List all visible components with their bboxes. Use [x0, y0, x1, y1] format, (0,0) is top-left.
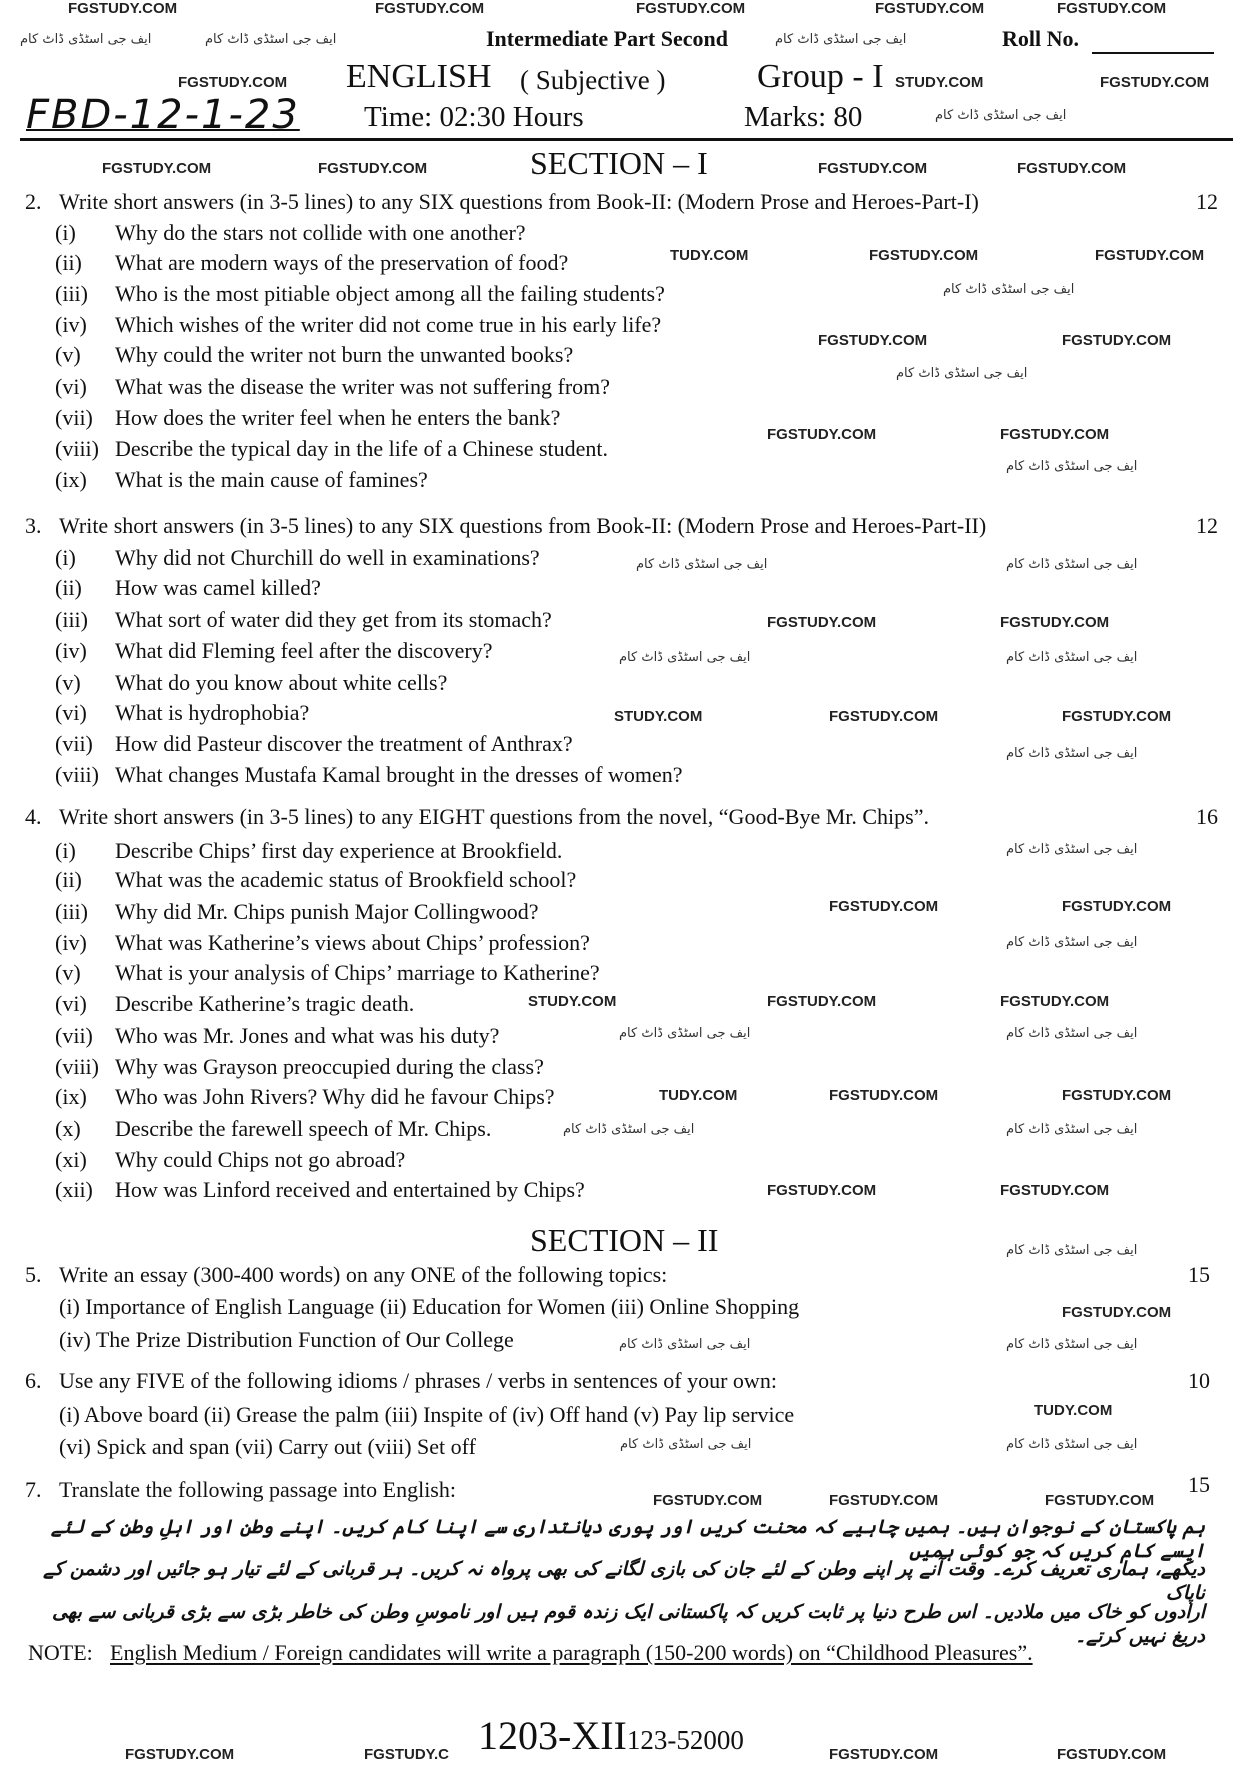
- watermark: STUDY.COM: [528, 993, 617, 1010]
- watermark: FGSTUDY.COM: [818, 332, 928, 349]
- watermark: FGSTUDY.COM: [1062, 708, 1172, 725]
- watermark: FGSTUDY.COM: [875, 0, 985, 17]
- watermark: ایف جی اسٹڈی ڈاٹ کام: [620, 1437, 752, 1452]
- watermark: ایف جی اسٹڈی ڈاٹ کام: [1006, 650, 1138, 665]
- sub-question-number: (v): [55, 670, 81, 695]
- sub-question-number: (iii): [55, 281, 88, 306]
- question-number: 4.: [25, 804, 42, 829]
- sub-question-text: Why could the writer not burn the unwanted books?: [115, 342, 574, 367]
- watermark: STUDY.COM: [895, 74, 984, 91]
- sub-question-number: (iv): [55, 312, 87, 337]
- watermark: FGSTUDY.COM: [178, 74, 288, 91]
- sub-question-text: What was Katherine’s views about Chips’ profession?: [115, 930, 590, 955]
- sub-question-number: (viii): [55, 436, 99, 461]
- watermark: STUDY.COM: [614, 708, 703, 725]
- sub-question-text: Describe the typical day in the life of a Chinese student.: [115, 436, 609, 461]
- sub-question-number: (x): [55, 1116, 81, 1141]
- watermark: TUDY.COM: [670, 247, 749, 264]
- watermark: FGSTUDY.COM: [818, 160, 928, 177]
- watermark: TUDY.COM: [1034, 1402, 1113, 1419]
- sub-question-number: (iv): [55, 638, 87, 663]
- watermark: FGSTUDY.COM: [653, 1492, 763, 1509]
- sub-question-text: Who is the most pitiable object among all the failing students?: [115, 281, 665, 306]
- watermark: FGSTUDY.COM: [829, 898, 939, 915]
- question-marks: 16: [1196, 804, 1218, 829]
- watermark: ایف جی اسٹڈی ڈاٹ کام: [775, 32, 907, 47]
- question-instruction: Write short answers (in 3-5 lines) to any SIX questions from Book-II: (Modern Prose and Heroes-Part-I): [59, 189, 979, 214]
- q7-marks: 15: [1188, 1472, 1210, 1497]
- sub-question-text: What did Fleming feel after the discovery?: [115, 638, 493, 663]
- watermark: FGSTUDY.COM: [829, 1492, 939, 1509]
- question-instruction: Write short answers (in 3-5 lines) to any EIGHT questions from the novel, “Good-Bye Mr. Chips”.: [59, 804, 929, 829]
- q6-idioms-1: (i) Above board (ii) Grease the palm (iii) Inspite of (iv) Off hand (v) Pay lip service: [59, 1402, 795, 1427]
- watermark: FGSTUDY.COM: [767, 614, 877, 631]
- watermark: FGSTUDY.COM: [125, 1746, 235, 1763]
- watermark: ایف جی اسٹڈی ڈاٹ کام: [1006, 1243, 1138, 1258]
- q5-number: 5.: [25, 1262, 42, 1287]
- sub-question-text: Which wishes of the writer did not come true in his early life?: [115, 312, 662, 337]
- watermark: ایف جی اسٹڈی ڈاٹ کام: [935, 108, 1067, 123]
- watermark: FGSTUDY.COM: [767, 993, 877, 1010]
- watermark: FGSTUDY.COM: [767, 426, 877, 443]
- sub-question-number: (ii): [55, 867, 82, 892]
- watermark: FGSTUDY.COM: [1100, 74, 1210, 91]
- watermark: FGSTUDY.COM: [829, 1746, 939, 1763]
- footer-code: [478, 1712, 744, 1759]
- footer-code-main: 1203-XII: [478, 1713, 627, 1758]
- watermark: FGSTUDY.COM: [767, 1182, 877, 1199]
- sub-question-number: (v): [55, 960, 81, 985]
- watermark: FGSTUDY.COM: [1045, 1492, 1155, 1509]
- urdu-passage-line-2: دیکھے، ہماری تعریف کرے۔ وقت آنے پر اپنے وطن کے لئے جان کی بازی لگانے کی بھی پرواہ نہ کریں۔ ہر قربانی کے لئے تیار ہو جائیں اور دشمن کے ناپاک: [43, 1558, 1205, 1604]
- marks-label: Marks: 80: [744, 101, 863, 133]
- watermark: ایف جی اسٹڈی ڈاٹ کام: [636, 557, 768, 572]
- footer-code-suffix: 123-52000: [626, 1725, 744, 1755]
- sub-question-number: (vi): [55, 374, 87, 399]
- watermark: FGSTUDY.COM: [1062, 898, 1172, 915]
- q6-idioms-2: (vi) Spick and span (vii) Carry out (viii) Set off: [59, 1434, 476, 1459]
- watermark: ایف جی اسٹڈی ڈاٹ کام: [1006, 1337, 1138, 1352]
- sub-question-number: (vi): [55, 700, 87, 725]
- watermark: FGSTUDY.COM: [1057, 0, 1167, 17]
- watermark: ایف جی اسٹڈی ڈاٹ کام: [1006, 459, 1138, 474]
- watermark: ایف جی اسٹڈی ڈاٹ کام: [205, 32, 337, 47]
- sub-question-text: What sort of water did they get from its stomach?: [115, 607, 552, 632]
- q5-text: Write an essay (300-400 words) on any ONE of the following topics:: [59, 1262, 668, 1287]
- watermark: FGSTUDY.COM: [1057, 1746, 1167, 1763]
- sub-question-number: (viii): [55, 762, 99, 787]
- sub-question-text: What is hydrophobia?: [115, 700, 310, 725]
- watermark: FGSTUDY.COM: [1095, 247, 1205, 264]
- watermark: FGSTUDY.COM: [375, 0, 485, 17]
- watermark: ایف جی اسٹڈی ڈاٹ کام: [20, 32, 152, 47]
- sub-question-text: How does the writer feel when he enters the bank?: [115, 405, 561, 430]
- sub-question-number: (i): [55, 545, 76, 570]
- watermark: FGSTUDY.COM: [1062, 1304, 1172, 1321]
- watermark: FGSTUDY.COM: [1062, 332, 1172, 349]
- sub-question-number: (ix): [55, 1084, 87, 1109]
- sub-question-text: Describe the farewell speech of Mr. Chips.: [115, 1116, 492, 1141]
- watermark: FGSTUDY.COM: [1000, 614, 1110, 631]
- watermark: ایف جی اسٹڈی ڈاٹ کام: [943, 282, 1075, 297]
- sub-question-text: What is your analysis of Chips’ marriage to Katherine?: [115, 960, 600, 985]
- sub-question-number: (i): [55, 838, 76, 863]
- q7-text: Translate the following passage into English:: [59, 1477, 456, 1502]
- watermark: ایف جی اسٹڈی ڈاٹ کام: [619, 650, 751, 665]
- paper-type: ( Subjective ): [520, 65, 666, 95]
- subject-title: ENGLISH: [346, 58, 492, 95]
- watermark: FGSTUDY.COM: [102, 160, 212, 177]
- sub-question-number: (viii): [55, 1054, 99, 1079]
- sub-question-text: Why did Mr. Chips punish Major Collingwood?: [115, 899, 539, 924]
- watermark: FGSTUDY.COM: [869, 247, 979, 264]
- watermark: ایف جی اسٹڈی ڈاٹ کام: [619, 1337, 751, 1352]
- sub-question-number: (ii): [55, 250, 82, 275]
- sub-question-text: Who was John Rivers? Why did he favour Chips?: [115, 1084, 555, 1109]
- question-number: 2.: [25, 189, 42, 214]
- sub-question-number: (ii): [55, 575, 82, 600]
- watermark: TUDY.COM: [659, 1087, 738, 1104]
- question-marks: 12: [1196, 513, 1218, 538]
- sub-question-number: (iii): [55, 899, 88, 924]
- sub-question-text: What was the disease the writer was not suffering from?: [115, 374, 611, 399]
- sub-question-number: (iii): [55, 607, 88, 632]
- roll-no-field: [1092, 52, 1214, 54]
- sub-question-text: Why do the stars not collide with one another?: [115, 220, 526, 245]
- sub-question-text: Describe Chips’ first day experience at Brookfield.: [115, 838, 563, 863]
- sub-question-text: Describe Katherine’s tragic death.: [115, 991, 415, 1016]
- watermark: FGSTUDY.COM: [829, 1087, 939, 1104]
- group-label: Group - I: [757, 58, 884, 95]
- watermark: FGSTUDY.C: [364, 1746, 450, 1763]
- sub-question-number: (vii): [55, 405, 93, 430]
- watermark: FGSTUDY.COM: [1017, 160, 1127, 177]
- sub-question-number: (v): [55, 342, 81, 367]
- watermark: ایف جی اسٹڈی ڈاٹ کام: [1006, 1026, 1138, 1041]
- sub-question-text: What do you know about white cells?: [115, 670, 448, 695]
- sub-question-text: Who was Mr. Jones and what was his duty?: [115, 1023, 500, 1048]
- watermark: FGSTUDY.COM: [1062, 1087, 1172, 1104]
- sub-question-text: Why was Grayson preoccupied during the class?: [115, 1054, 544, 1079]
- urdu-passage-line-1: ہم پاکستان کے نوجوان ہیں۔ ہمیں چاہیے کہ محنت کریں اور پوری دیانتداری سے اپنا کام کریں۔ اپنے وطن اور اہلِ وطن کے لئے ایسے کام کریں کہ جو کوئی ہمیں: [50, 1516, 1205, 1562]
- sub-question-number: (vi): [55, 991, 87, 1016]
- watermark: ایف جی اسٹڈی ڈاٹ کام: [1006, 1122, 1138, 1137]
- header-divider: [20, 138, 1233, 141]
- sub-question-text: How was camel killed?: [115, 575, 321, 600]
- sub-question-number: (xii): [55, 1177, 93, 1202]
- sub-question-number: (vii): [55, 731, 93, 756]
- roll-no-label: Roll No.: [1002, 26, 1079, 51]
- q6-text: Use any FIVE of the following idioms / phrases / verbs in sentences of your own:: [59, 1368, 777, 1393]
- sub-question-number: (iv): [55, 930, 87, 955]
- exam-title: Intermediate Part Second: [486, 26, 728, 51]
- watermark: FGSTUDY.COM: [318, 160, 428, 177]
- sub-question-number: (ix): [55, 467, 87, 492]
- watermark: ایف جی اسٹڈی ڈاٹ کام: [1006, 557, 1138, 572]
- watermark: ایف جی اسٹڈی ڈاٹ کام: [619, 1026, 751, 1041]
- watermark: ایف جی اسٹڈی ڈاٹ کام: [1006, 842, 1138, 857]
- sub-question-number: (i): [55, 220, 76, 245]
- urdu-passage-line-3: ارادوں کو خاک میں ملادیں۔ اس طرح دنیا پر ثابت کریں کہ پاکستانی ایک زندہ قوم ہیں اور ناموسِ وطن کی خاطر بڑی سے بڑی قربانی سے بھی دریغ نہیں کرتے۔: [52, 1601, 1205, 1647]
- note-label: NOTE:: [28, 1640, 93, 1665]
- note-text-wrap: [110, 1640, 1033, 1666]
- watermark: FGSTUDY.COM: [829, 708, 939, 725]
- handwritten-paper-code: FBD-12-1-23: [26, 92, 300, 138]
- watermark: ایف جی اسٹڈی ڈاٹ کام: [896, 366, 1028, 381]
- sub-question-text: What changes Mustafa Kamal brought in the dresses of women?: [115, 762, 683, 787]
- watermark: ایف جی اسٹڈی ڈاٹ کام: [1006, 746, 1138, 761]
- q5-topics-1: (i) Importance of English Language (ii) Education for Women (iii) Online Shopping: [59, 1294, 800, 1319]
- section-1-title: SECTION – I: [530, 145, 708, 181]
- question-instruction: Write short answers (in 3-5 lines) to any SIX questions from Book-II: (Modern Prose and Heroes-Part-II): [59, 513, 987, 538]
- note-text: English Medium / Foreign candidates will write a paragraph (150-200 words) on “Childhood Pleasures”.: [110, 1640, 1033, 1665]
- watermark: FGSTUDY.COM: [68, 0, 178, 17]
- q6-number: 6.: [25, 1368, 42, 1393]
- sub-question-text: Why did not Churchill do well in examinations?: [115, 545, 540, 570]
- watermark: FGSTUDY.COM: [1000, 426, 1110, 443]
- sub-question-text: How was Linford received and entertained by Chips?: [115, 1177, 585, 1202]
- q5-marks: 15: [1188, 1262, 1210, 1287]
- question-marks: 12: [1196, 189, 1218, 214]
- time-label: Time: 02:30 Hours: [364, 101, 584, 133]
- sub-question-text: What was the academic status of Brookfield school?: [115, 867, 577, 892]
- q6-marks: 10: [1188, 1368, 1210, 1393]
- watermark: ایف جی اسٹڈی ڈاٹ کام: [1006, 935, 1138, 950]
- section-2-title: SECTION – II: [530, 1222, 719, 1258]
- watermark: FGSTUDY.COM: [1000, 993, 1110, 1010]
- sub-question-number: (xi): [55, 1147, 87, 1172]
- sub-question-number: (vii): [55, 1023, 93, 1048]
- watermark: FGSTUDY.COM: [1000, 1182, 1110, 1199]
- q7-number: 7.: [25, 1477, 42, 1502]
- question-number: 3.: [25, 513, 42, 538]
- watermark: FGSTUDY.COM: [636, 0, 746, 17]
- sub-question-text: Why could Chips not go abroad?: [115, 1147, 406, 1172]
- q5-topics-2: (iv) The Prize Distribution Function of Our College: [59, 1327, 514, 1352]
- watermark: ایف جی اسٹڈی ڈاٹ کام: [563, 1122, 695, 1137]
- watermark: ایف جی اسٹڈی ڈاٹ کام: [1006, 1437, 1138, 1452]
- sub-question-text: How did Pasteur discover the treatment of Anthrax?: [115, 731, 573, 756]
- sub-question-text: What is the main cause of famines?: [115, 467, 428, 492]
- sub-question-text: What are modern ways of the preservation of food?: [115, 250, 569, 275]
